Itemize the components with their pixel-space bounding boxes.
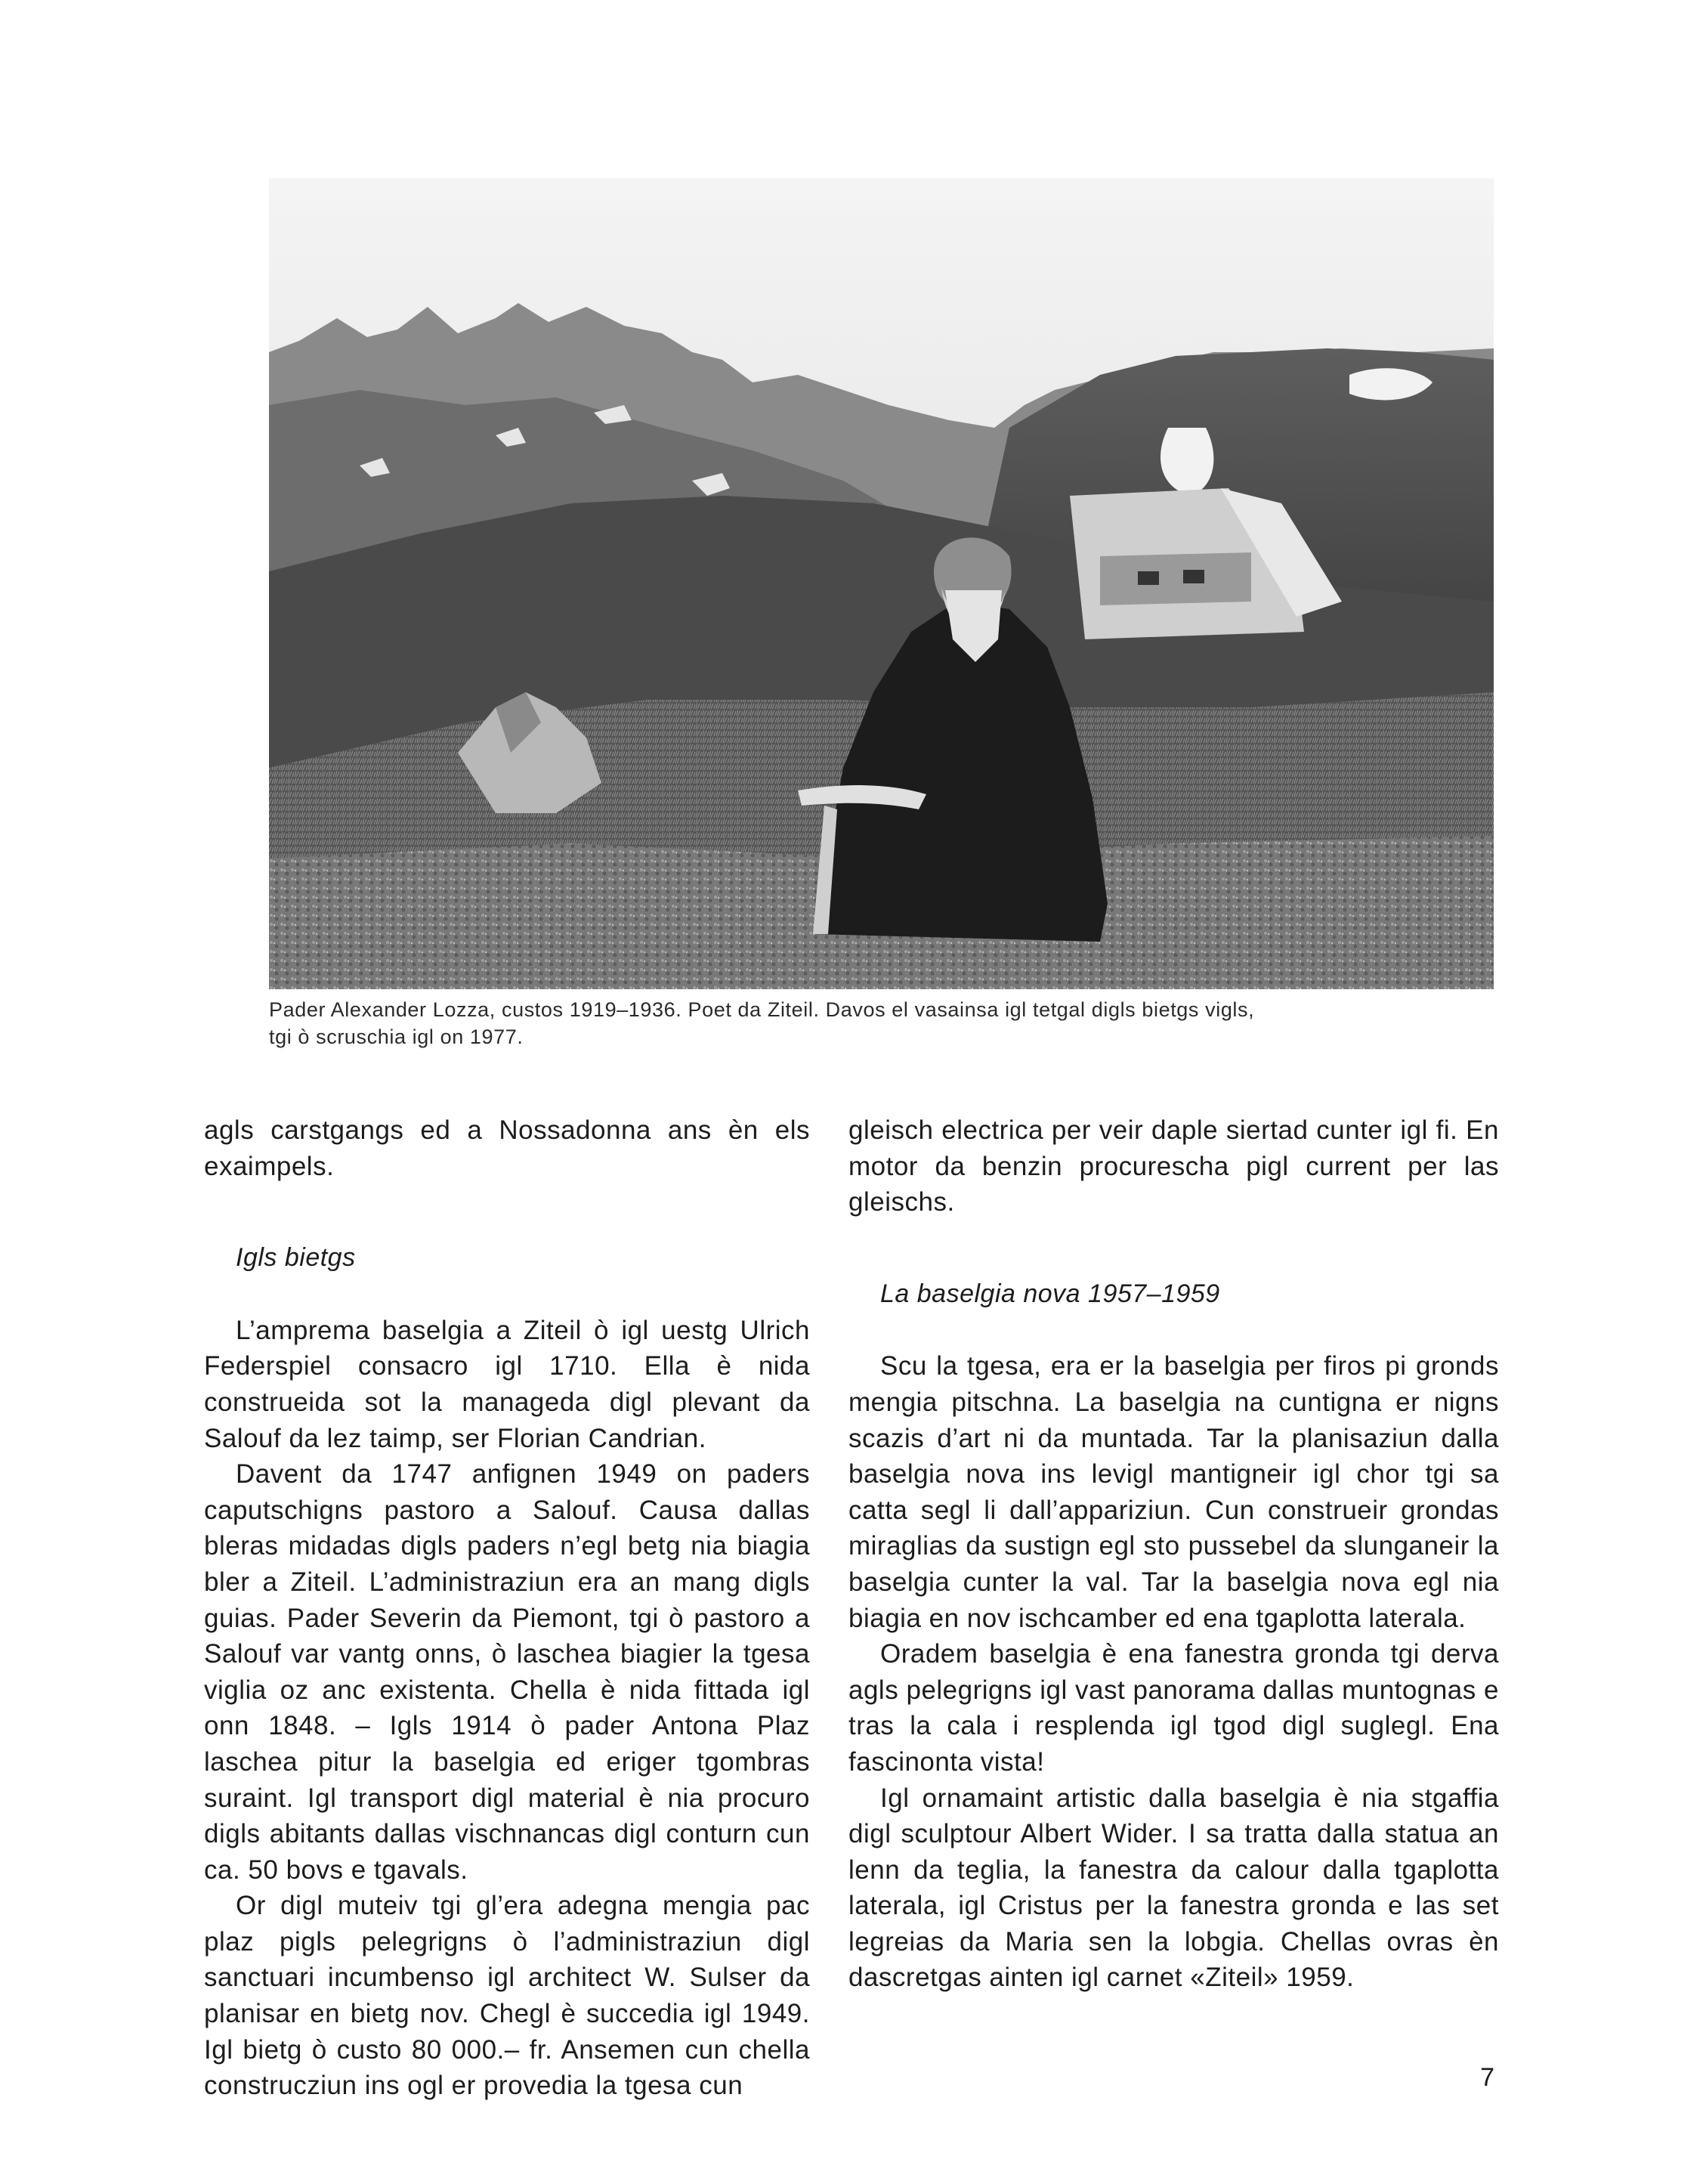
photograph-icon [269,178,1494,989]
right-paragraph-2: Scu la tgesa, era er la baselgia per firos pi gronds mengia pitschna. La baselgia na cuntigna er nigns scazis d’art ni da muntada. Tar la planisaziun dalla baselgia nova ins levigl mantigneir igl chor tgi sa catta segl li dall’appariziun. Cun construeir grondas miraglias da sustign egl sto pussebel da slunganeir la baselgia cunter la val. Tar la baselgia nova egl nia biagia en nov ischcamber ed ena tgaplotta laterala. [848,1351,1499,1633]
left-paragraph-4: Or digl muteiv tgi gl’era adegna mengia pac plaz pigls pelegrigns ò l’administraziun digl sanctuari incumbenso igl architect W. Sulser da planisar en bietg nov. Chegl è succedia igl 1949. Igl bietg ò custo 80 000.– fr. Ansemen cun chella construcziun ins ogl er provedia la tgesa cun [204,1891,810,2101]
caption-line-1: Pader Alexander Lozza, custos 1919–1936. Poet da Ziteil. Davos el vasainsa igl tetgal digls bietgs vigls, [269,998,1255,1021]
right-paragraph-1: gleisch electrica per veir daple siertad cunter igl fi. En motor da benzin procurescha pigl current per las gleischs. [848,1115,1499,1217]
right-paragraph-4: Igl ornamaint artistic dalla baselgia è nia stgaffia digl sculptour Albert Wider. I sa tratta dalla statua an lenn da teglia, la fanestra da calour dalla tgaplotta laterala, igl Cristus per la fanestra gronda e las set legreias da Maria sen la lobgia. Chellas ovras èn dascretgas ainten igl carnet «Ziteil» 1959. [848,1783,1499,1993]
photo-monk-mountains [269,178,1494,989]
left-paragraph-1: agls carstgangs ed a Nossadonna ans èn els exaimpels. [204,1115,810,1181]
left-paragraph-3: Davent da 1747 anfignen 1949 on paders caputschigns pastoro a Salouf. Causa dallas bleras midadas digls paders n’egl betg nia biagia bler a Ziteil. L’administraziun era an mang digls guias. Pader Severin da Piemont, tgi ò pastoro a Salouf var vantg onns, ò laschea biagier la tgesa viglia oz anc existenta. Chella è nida fittada igl onn 1848. – Igls 1914 ò pader Antona Plaz laschea pitur la baselgia ed eriger tgombras suraint. Igl transport digl material è nia procuro digls abitants dallas vischnancas digl conturn cun ca. 50 bovs e tgavals. [204,1459,810,1885]
section-heading-baselgia-nova: La baselgia nova 1957–1959 [880,1279,1220,1308]
left-column [204,1112,810,2104]
caption-line-2: tgi ò scruschia igl on 1977. [269,1025,524,1048]
right-paragraph-3: Oradem baselgia è ena fanestra gronda tgi derva agls pelegrigns igl vast panorama dallas muntognas e tras la cala i resplenda igl tgod digl suglegl. Ena fascinonta vista! [848,1639,1499,1777]
page-number: 7 [1480,2063,1494,2092]
section-heading-igls-bietgs: Igls bietgs [236,1243,356,1273]
left-paragraph-2: L’amprema baselgia a Ziteil ò igl uestg Ulrich Federspiel consacro igl 1710. Ella è nida construeida sot la manageda digl plevant da Salouf da lez taimp, ser Florian Candrian. [204,1315,810,1453]
right-column [848,1112,1499,1996]
photo-caption [269,996,1494,1050]
